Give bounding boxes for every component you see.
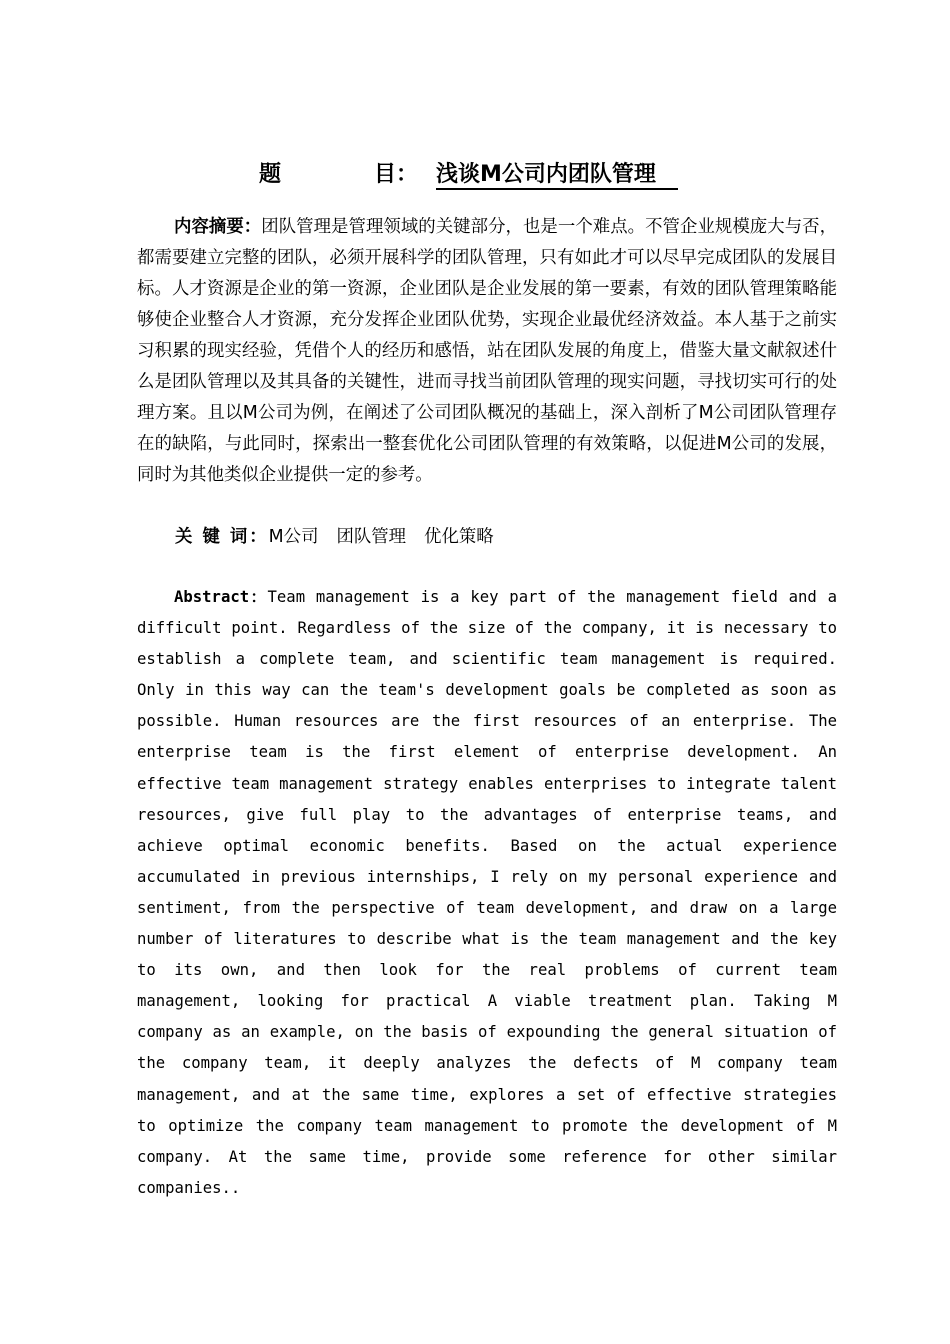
english-abstract-text: Team management is a key part of the management field and a difficult point. Regardless of the size of the company, it is necessary to establish a complete team, and scientific team management is required. Only in this way can the team's development goals be completed as soon as possible. Human resources are the first resources of an enterprise. The enterprise team is the first element of enterprise development. An effective team management strategy enables enterprises to integrate talent resources, give full play to the advantages of enterprise teams, and achieve optimal economic benefits. Based on the actual experience accumulated in previous internships, I rely on my personal experience and sentiment, from the perspective of team development, and draw on a large number of literatures to describe what is the team management and the key to its own, and then look for the real problems of current team management, looking for practical A viable treatment plan. Taking M company as an example, on the basis of expounding the general situation of the company team, it deeply analyzes the defects of M company team management, and at the same time, explores a set of effective strategies to optimize the company team management to promote the development of M company. At the same time, provide some reference for other similar companies.. <box>137 588 837 1197</box>
chinese-abstract <box>137 212 837 491</box>
english-abstract <box>137 582 837 1204</box>
title-label-char1: 题 <box>259 162 282 187</box>
keywords-line <box>175 522 512 553</box>
english-abstract-label: Abstract： <box>174 588 268 606</box>
keyword-item: M公司 <box>268 527 319 547</box>
chinese-abstract-text: 团队管理是管理领域的关键部分，也是一个难点。不管企业规模庞大与否，都需要建立完整的团队，必须开展科学的团队管理，只有如此才可以尽早完成团队的发展目标。人才资源是企业的第一资源，企业团队是企业发展的第一要素，有效的团队管理策略能够使企业整合人才资源，充分发挥企业团队优势，实现企业最优经济效益。本人基于之前实习积累的现实经验，凭借个人的经历和感悟，站在团队发展的角度上，借鉴大量文献叙述什么是团队管理以及其具备的关键性，进而寻找当前团队管理的现实问题，寻找切实可行的处理方案。且以M公司为例，在阐述了公司团队概况的基础上，深入剖析了M公司团队管理存在的缺陷，与此同时，探索出一整套优化公司团队管理的有效策略，以促进M公司的发展，同时为其他类似企业提供一定的参考。 <box>137 217 837 485</box>
keywords-label: 关 键 词： <box>175 527 269 547</box>
keyword-item: 优化策略 <box>424 527 494 547</box>
title-row <box>0 158 950 192</box>
thesis-title: 浅谈M公司内团队管理 <box>436 158 678 190</box>
chinese-abstract-label: 内容摘要： <box>174 217 262 237</box>
title-label-char2: 目： <box>374 162 419 187</box>
keyword-item: 团队管理 <box>336 527 407 547</box>
